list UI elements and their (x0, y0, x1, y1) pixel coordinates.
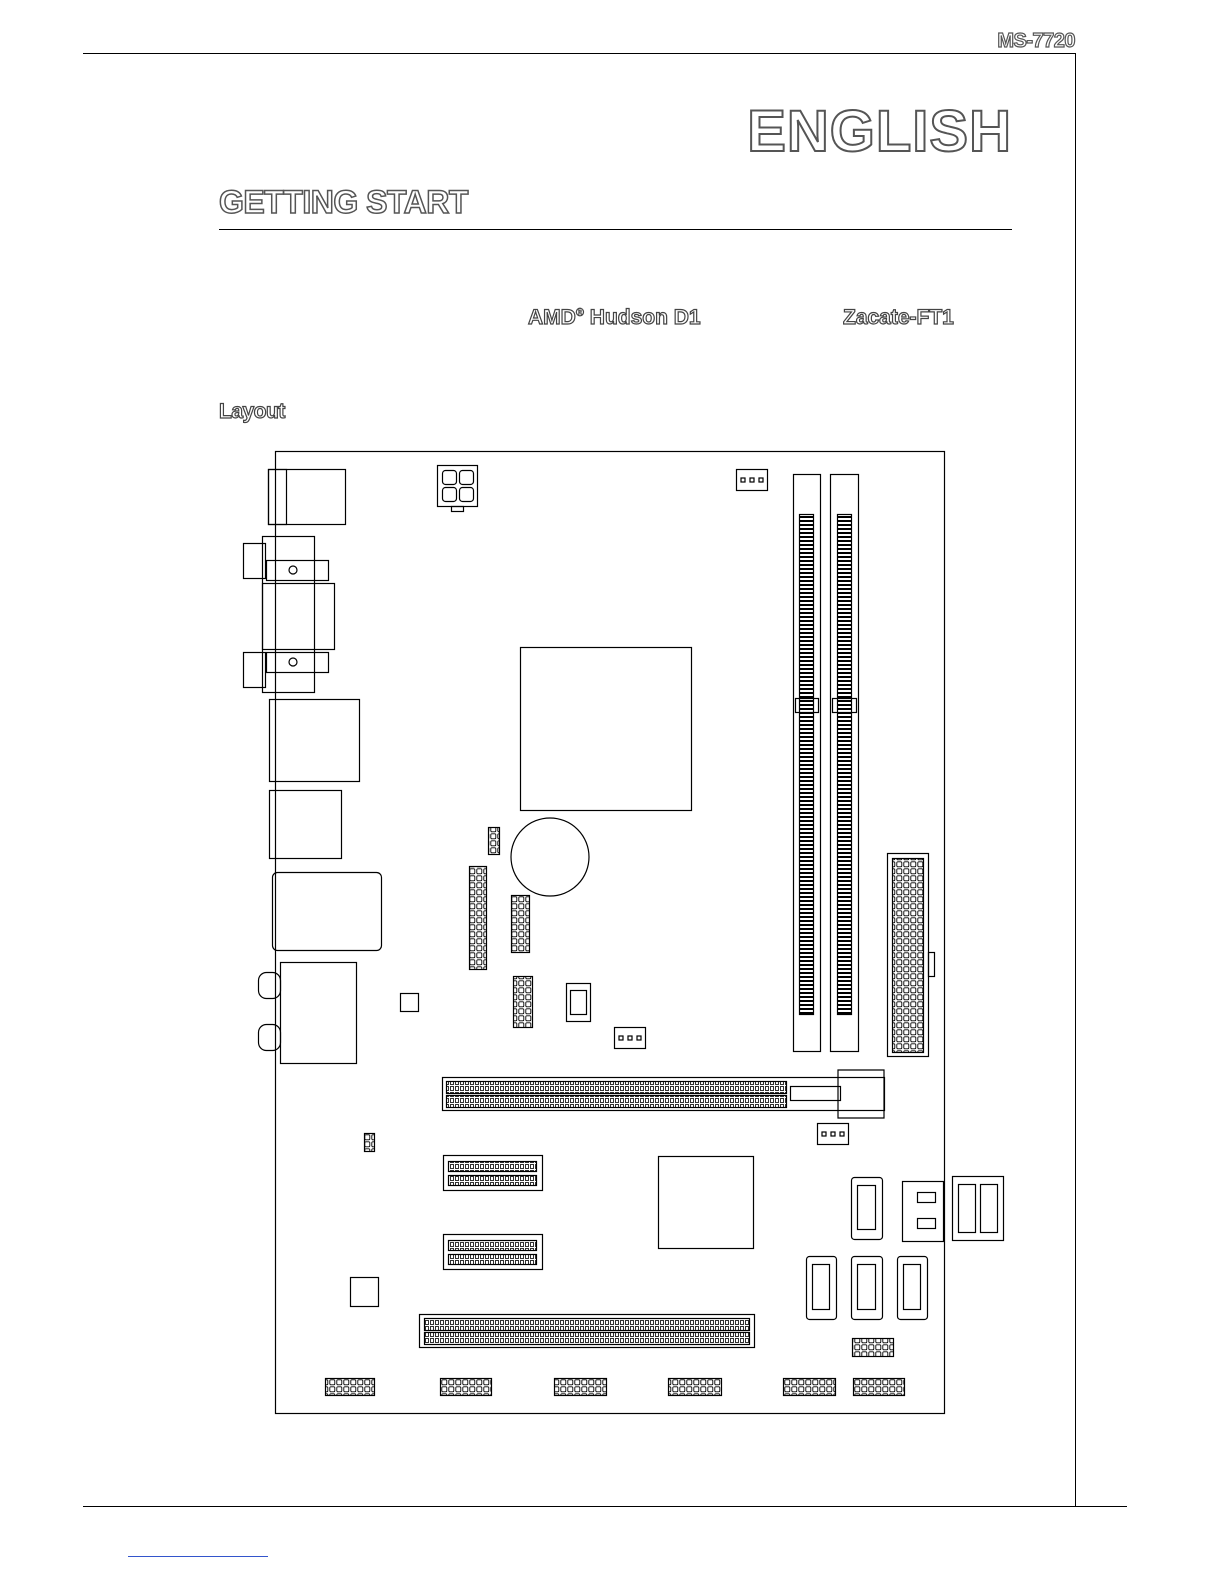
footer-link-underline (128, 1556, 268, 1557)
cmos-battery (511, 818, 589, 896)
header-chassis (853, 1339, 894, 1357)
usb-stack-1 (270, 700, 360, 782)
section-title: GETTING START (219, 184, 468, 220)
model-number: MS-7720 (997, 30, 1075, 52)
header-bottom-4 (669, 1379, 722, 1396)
sata-1 (852, 1178, 883, 1240)
small-chip-1 (401, 994, 419, 1012)
lan-port (273, 873, 382, 951)
header-com (512, 896, 530, 953)
jumper-2 (365, 1134, 375, 1152)
fch-chip (659, 1157, 754, 1249)
language-title: ENGLISH (747, 99, 1012, 164)
header-bottom-5 (784, 1379, 836, 1396)
jumper-1 (489, 828, 500, 855)
header-bottom-1 (326, 1379, 375, 1396)
usb-stack-2 (270, 791, 342, 859)
layout-heading: Layout (219, 400, 285, 423)
header-spdif (514, 977, 533, 1028)
esata-port (953, 1177, 1004, 1241)
header-bottom-6 (854, 1379, 905, 1396)
registered-mark: ® (575, 307, 584, 319)
header-bottom-3 (555, 1379, 607, 1396)
chipset-brand: AMD (528, 306, 576, 329)
apu-chip (521, 648, 692, 811)
cpu-name: Zacate-FT1 (843, 306, 954, 329)
header-tpm (470, 867, 487, 970)
small-chip-2 (351, 1278, 379, 1307)
molex-connector (903, 1182, 944, 1242)
ps2-port (269, 470, 346, 525)
audio-jacks (281, 963, 357, 1064)
header-bottom-2 (441, 1379, 492, 1396)
chipset-model: Hudson D1 (589, 306, 701, 329)
